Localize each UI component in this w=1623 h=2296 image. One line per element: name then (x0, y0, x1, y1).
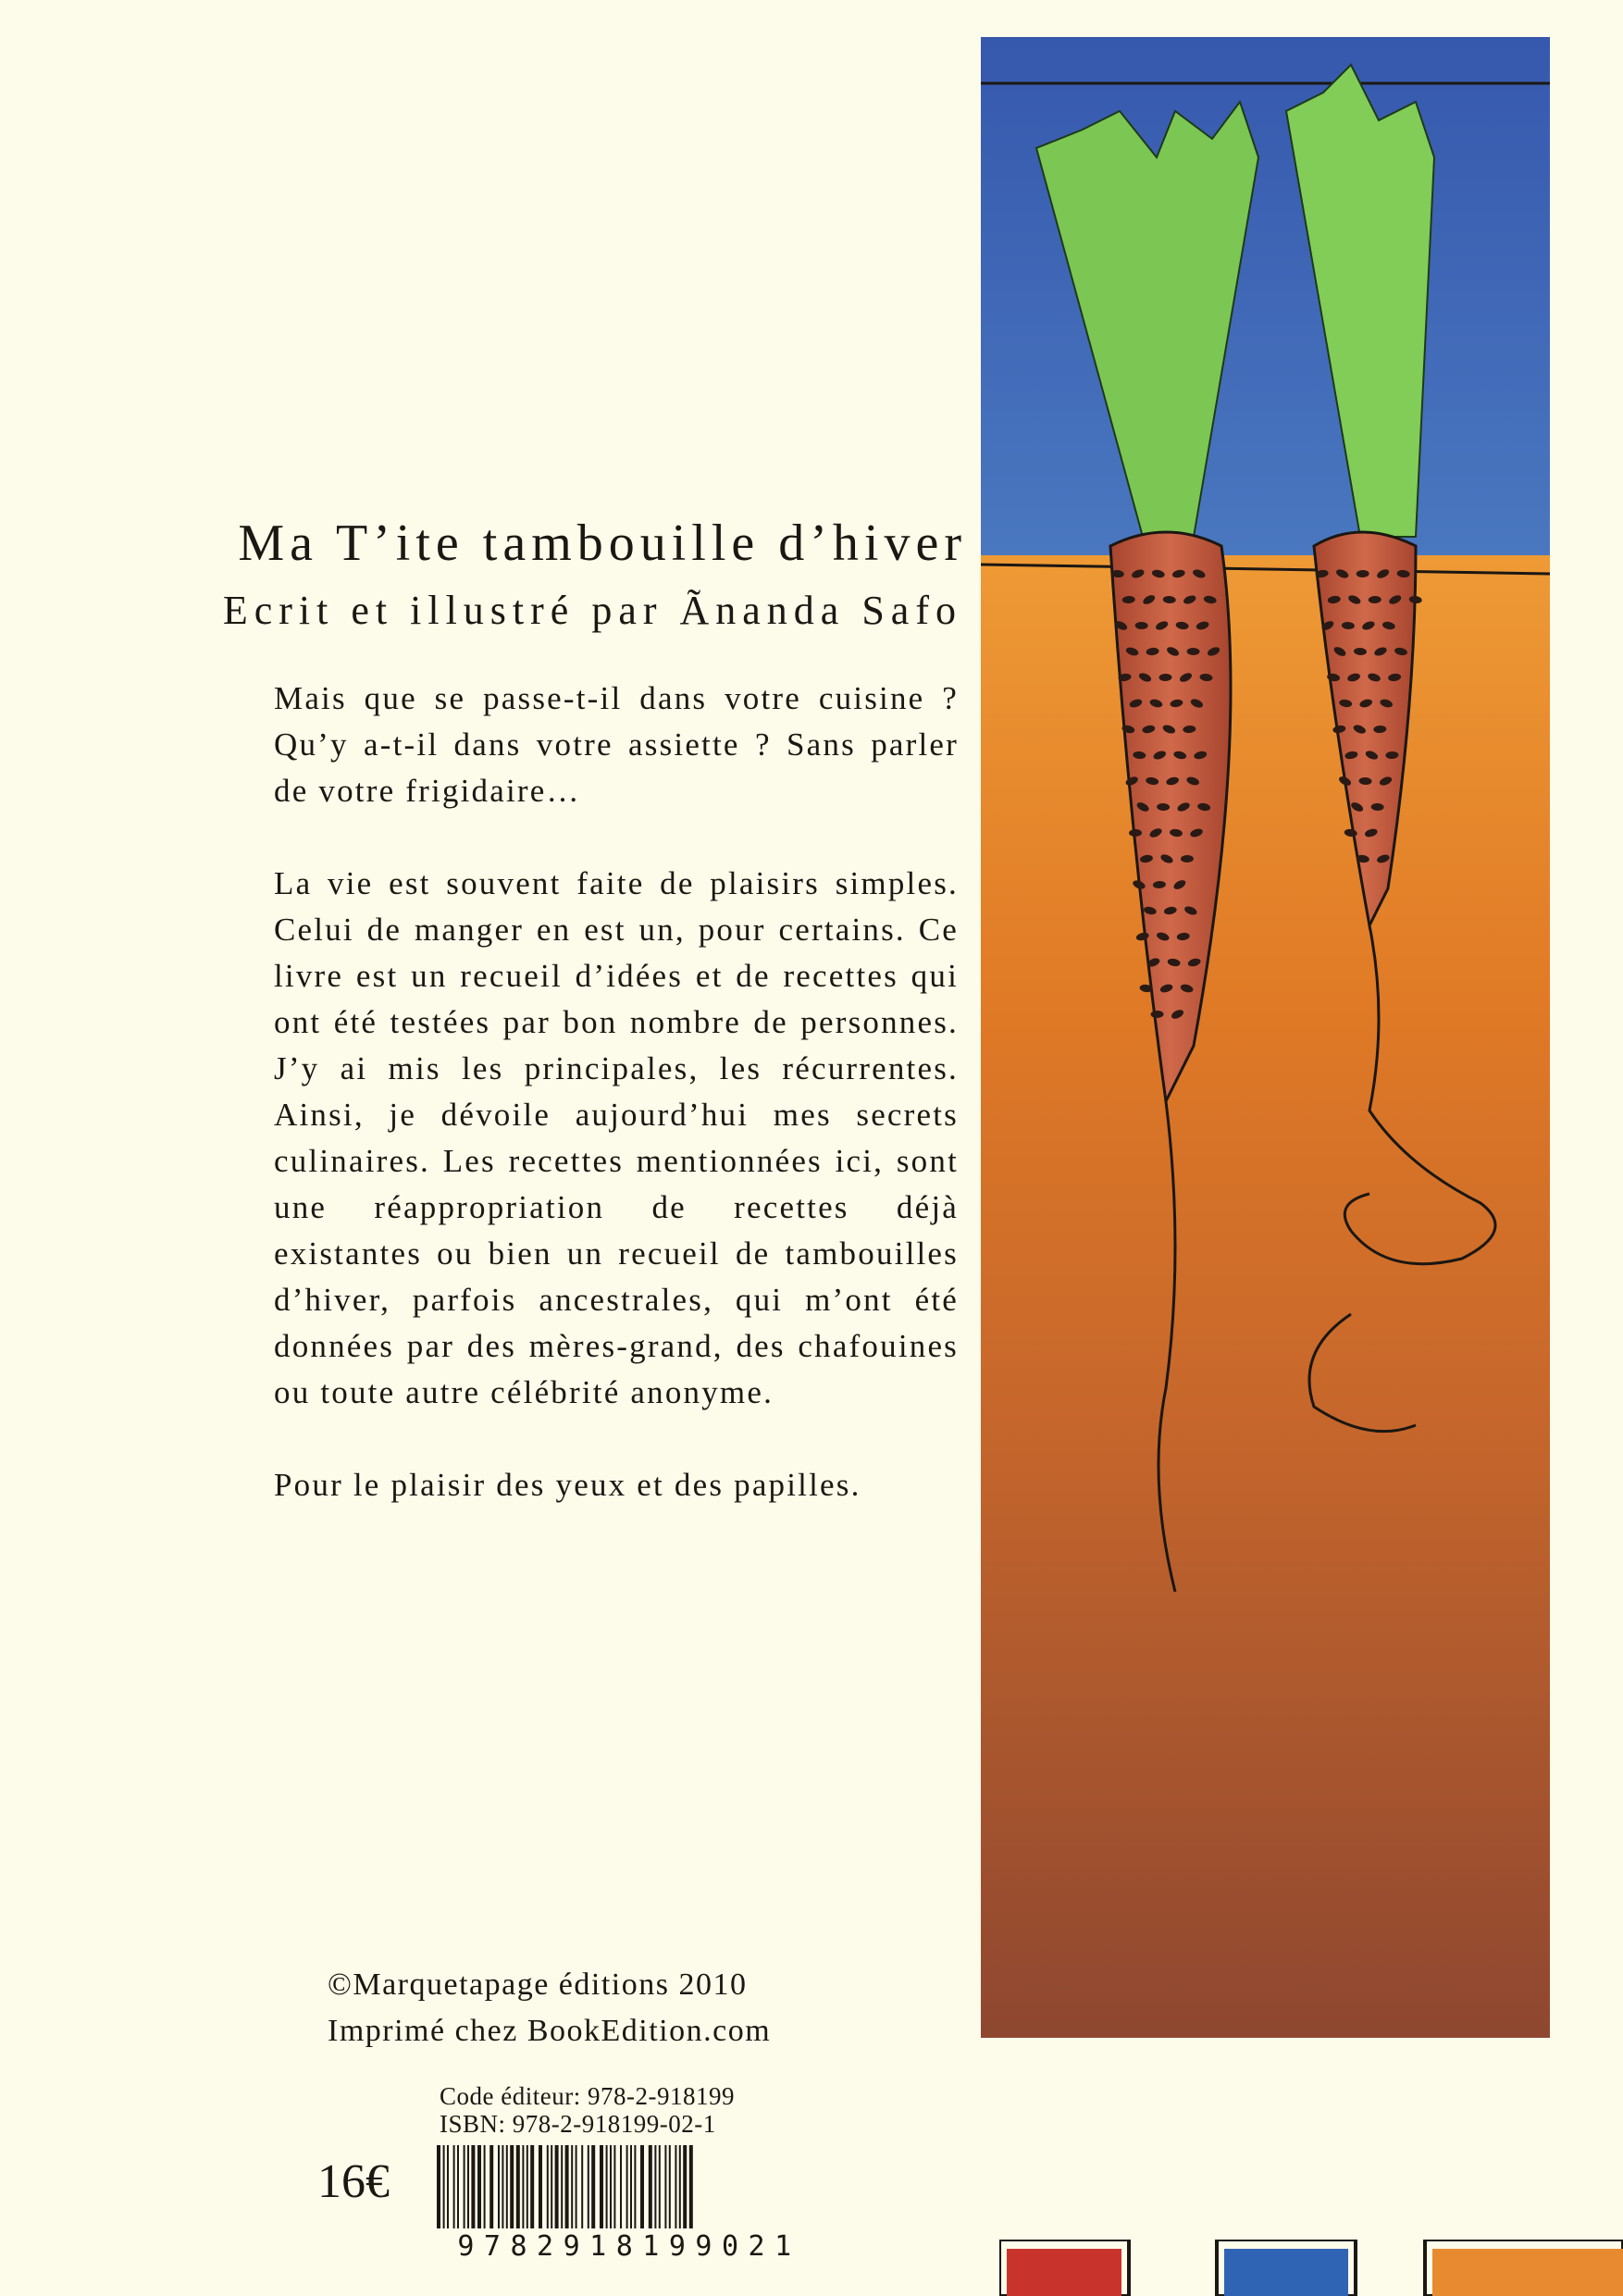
blurb-paragraph-3: Pour le plaisir des yeux et des papilles. (274, 1467, 861, 1503)
book-subtitle: Ecrit et illustré par Ãnanda Safo (222, 588, 962, 633)
credits (328, 1962, 771, 2054)
blurb-paragraph-1: Mais que se passe-t-il dans votre cuisine ? Qu’y a-t-il dans votre assiette ? Sans parler de votre frigidaire… (274, 680, 959, 809)
barcode-digits: 9782918199021 (457, 2230, 801, 2263)
publisher-codes (440, 2082, 735, 2138)
back-cover-blurb (274, 676, 959, 1555)
blurb-paragraph-2: La vie est souvent faite de plaisirs simples. Celui de manger en est un, pour certains. Ce livre est un recueil d’idées et de recettes qui ont été testées par bon nombre de personnes. J’y ai mis les principales, les récurrentes. Ainsi, je dévoile aujourd’hui mes secrets culinaires. Les recettes mentionnées ici, sont une réappropriation de recettes déjà existantes ou bien un recueil de tambouilles d’hiver, parfois ancestrales, qui m’ont été données par des mères-grand, des chafouines ou toute autre célébrité anonyme. (274, 865, 959, 1410)
price: 16€ (317, 2155, 390, 2208)
printer-line: Imprimé chez BookEdition.com (328, 2014, 772, 2048)
copyright-line: ©Marquetapage éditions 2010 (328, 1967, 748, 2002)
isbn: ISBN: 978-2-918199-02-1 (440, 2110, 716, 2138)
barcode-graphic (435, 2145, 824, 2228)
color-swatches (999, 2240, 1623, 2296)
book-title: Ma T’ite tambouille d’hiver (238, 515, 967, 572)
publisher-code: Code éditeur: 978-2-918199 (440, 2082, 735, 2110)
carrot-illustration (981, 0, 1550, 2038)
